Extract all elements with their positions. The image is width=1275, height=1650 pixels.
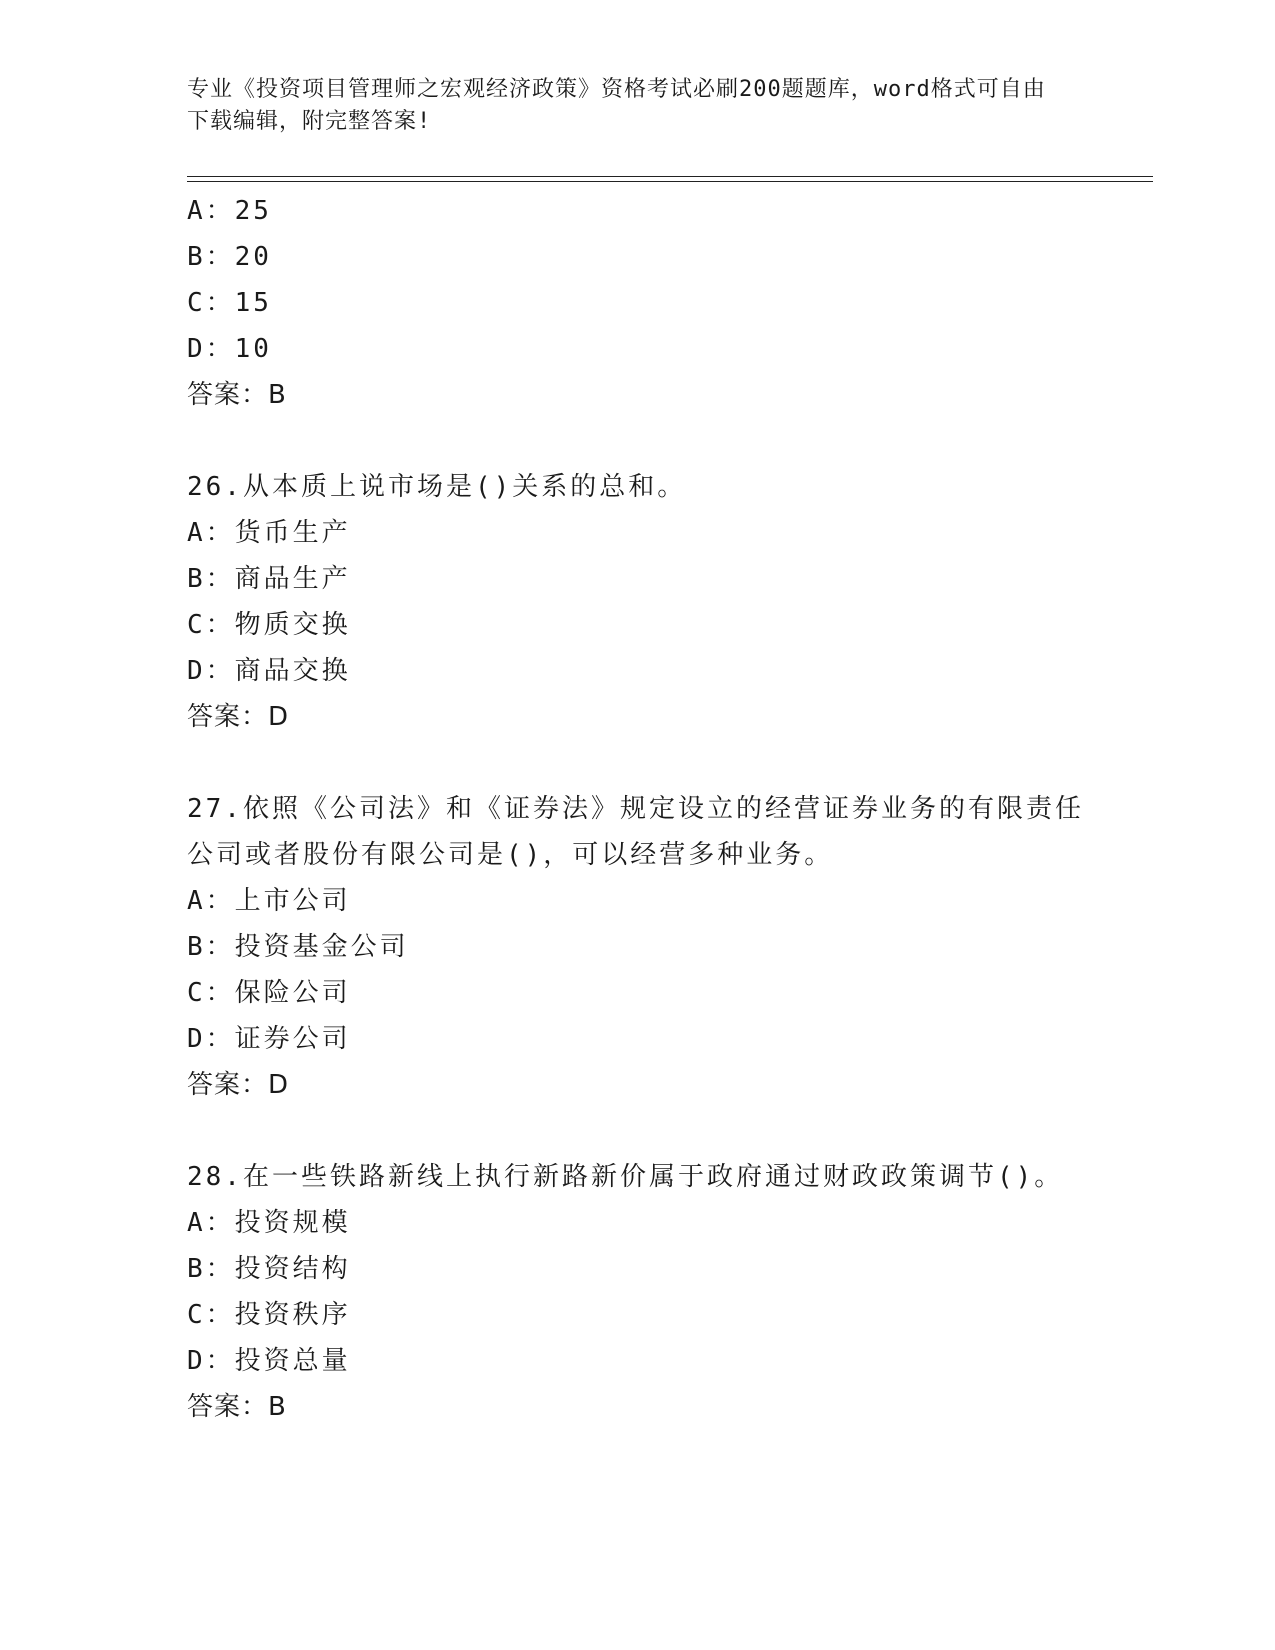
option-a: A：上市公司	[187, 886, 351, 916]
option-c: C：15	[187, 288, 272, 318]
question-stem: 28.在一些铁路新线上执行新路新价属于政府通过财政政策调节()。	[187, 1162, 1064, 1192]
option-c: C：物质交换	[187, 610, 351, 640]
option-b: B：投资基金公司	[187, 932, 409, 962]
answer: 答案：D	[187, 702, 290, 732]
question-25	[187, 188, 1107, 418]
spacer	[187, 418, 1107, 464]
question-27	[187, 786, 1107, 1108]
question-26	[187, 464, 1107, 740]
option-d: D：证券公司	[187, 1024, 351, 1054]
spacer	[187, 1108, 1107, 1154]
option-a: A：货币生产	[187, 518, 351, 548]
option-a: A：投资规模	[187, 1208, 351, 1238]
option-c: C：保险公司	[187, 978, 351, 1008]
question-list	[187, 188, 1107, 1430]
answer: 答案：B	[187, 1392, 287, 1422]
spacer	[187, 740, 1107, 786]
option-b: B：20	[187, 242, 272, 272]
answer: 答案：B	[187, 380, 287, 410]
question-28	[187, 1154, 1107, 1430]
option-d: D：商品交换	[187, 656, 351, 686]
option-b: B：投资结构	[187, 1254, 351, 1284]
answer: 答案：D	[187, 1070, 290, 1100]
option-d: D：10	[187, 334, 272, 364]
option-c: C：投资秩序	[187, 1300, 351, 1330]
option-a: A：25	[187, 196, 272, 226]
document-header	[187, 74, 1067, 138]
header-divider-top	[187, 176, 1153, 177]
option-b: B：商品生产	[187, 564, 351, 594]
header-divider-bottom	[187, 181, 1153, 182]
option-d: D：投资总量	[187, 1346, 351, 1376]
header-title: 专业《投资项目管理师之宏观经济政策》资格考试必刷200题题库，word格式可自由下载编辑，附完整答案!	[187, 77, 1046, 134]
question-stem: 26.从本质上说市场是()关系的总和。	[187, 472, 687, 502]
question-stem: 27.依照《公司法》和《证券法》规定设立的经营证券业务的有限责任公司或者股份有限公司是()，可以经营多种业务。	[187, 794, 1084, 870]
